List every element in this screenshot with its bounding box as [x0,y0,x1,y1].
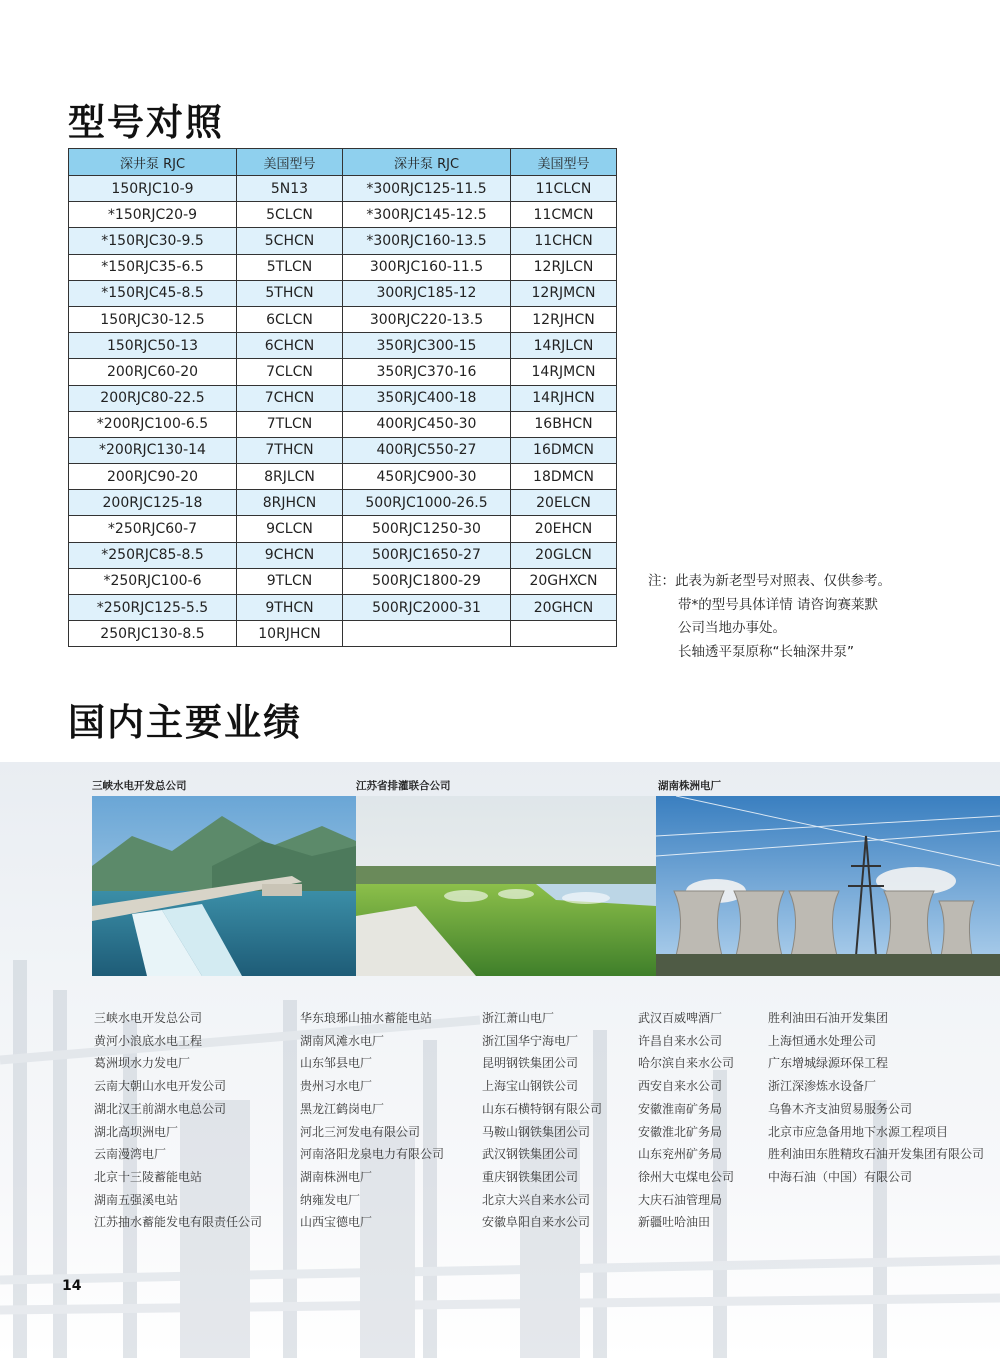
list-item: 葛洲坝水力发电厂 [94,1056,191,1071]
table-row [69,228,617,254]
table-cell: 18DMCN [511,464,617,490]
table-note [648,570,891,664]
table-cell: *250RJC100-6 [69,568,237,594]
table-cell: *200RJC100-6.5 [69,411,237,437]
header-us-model: 美国型号 [511,149,617,176]
table-cell: 7THCN [237,437,343,463]
table-cell: 12RJLCN [511,254,617,280]
table-cell: 500RJC1800-29 [343,568,511,594]
reference-list [768,1007,984,1189]
table-cell: 300RJC185-12 [343,280,511,306]
table-cell: 350RJC400-18 [343,385,511,411]
table-cell: 11CHCN [511,228,617,254]
list-item: 贵州习水电厂 [300,1079,373,1094]
reference-list [94,1007,262,1234]
list-item: 胜利油田石油开发集团 [768,1011,889,1025]
power-plant-photo [656,796,1000,976]
table-cell: *300RJC125-11.5 [343,176,511,202]
table-cell: 400RJC550-27 [343,437,511,463]
list-item: 北京市应急备用地下水源工程项目 [768,1124,949,1139]
table-cell: 20GHXCN [511,568,617,594]
list-item: 河南洛阳龙泉电力有限公司 [300,1147,445,1162]
list-item: 纳雍发电厂 [300,1192,361,1207]
list-item: 云南漫湾电厂 [94,1147,167,1162]
table-cell: 500RJC1250-30 [343,516,511,542]
table-cell: 20EHCN [511,516,617,542]
table-row [69,411,617,437]
photo-caption: 湖南株洲电厂 [658,780,721,792]
table-cell: 9CHCN [237,542,343,568]
note-line: 注：此表为新老型号对照表、仅供参考。 [648,573,891,589]
three-gorges-dam-photo [92,796,356,976]
table-row [69,254,617,280]
table-cell: 7CHCN [237,385,343,411]
table-row [69,464,617,490]
table-cell: 5N13 [237,176,343,202]
table-cell: 11CMCN [511,202,617,228]
list-item: 上海恒通水处理公司 [768,1033,877,1048]
table-cell: 16BHCN [511,411,617,437]
table-row [69,437,617,463]
table-row [69,333,617,359]
list-item: 许昌自来水公司 [638,1033,723,1048]
list-item: 山西宝德电厂 [300,1215,373,1230]
list-item: 湖北高坝洲电厂 [94,1124,179,1139]
table-row [69,621,617,647]
table-cell: *150RJC45-8.5 [69,280,237,306]
list-item: 浙江深渗炼水设备厂 [768,1079,877,1094]
list-item: 马鞍山钢铁集团公司 [482,1124,591,1139]
list-item: 河北三河发电有限公司 [300,1124,421,1139]
reference-list [300,1007,444,1234]
table-cell: 20GLCN [511,542,617,568]
list-item: 上海宝山钢铁公司 [482,1079,579,1094]
list-item: 北京十三陵蓄能电站 [94,1169,203,1184]
table-cell: 200RJC125-18 [69,490,237,516]
table-row [69,595,617,621]
table-cell: 350RJC300-15 [343,333,511,359]
table-row [69,516,617,542]
table-cell: 150RJC30-12.5 [69,306,237,332]
table-cell: 5CHCN [237,228,343,254]
table-cell: 5THCN [237,280,343,306]
photo-caption: 江苏省排灌联合公司 [356,780,451,792]
list-item: 徐州大屯煤电公司 [638,1169,735,1184]
table-cell: 500RJC1650-27 [343,542,511,568]
table-row [69,306,617,332]
table-cell: 450RJC900-30 [343,464,511,490]
header-rjc: 深井泵 RJC [343,149,511,176]
table-cell: *250RJC125-5.5 [69,595,237,621]
list-item: 湖北汉王前湖水电总公司 [94,1101,227,1116]
list-item: 武汉钢铁集团公司 [482,1147,579,1162]
photo-caption: 三峡水电开发总公司 [92,780,187,792]
table-cell: 16DMCN [511,437,617,463]
table-cell: *150RJC35-6.5 [69,254,237,280]
table-cell: 14RJHCN [511,385,617,411]
table-cell: 250RJC130-8.5 [69,621,237,647]
list-item: 安徽淮北矿务局 [638,1124,723,1139]
list-item: 安徽阜阳自来水公司 [482,1215,591,1230]
list-item: 乌鲁木齐支油贸易服务公司 [768,1101,913,1116]
table-cell: 12RJMCN [511,280,617,306]
list-item: 哈尔滨自来水公司 [638,1056,735,1071]
list-item: 黄河小浪底水电工程 [94,1033,203,1048]
table-cell: 500RJC2000-31 [343,595,511,621]
table-cell: 6CLCN [237,306,343,332]
list-item: 湖南五强溪电站 [94,1192,179,1207]
list-item: 武汉百威啤酒厂 [638,1011,723,1025]
table-cell: *200RJC130-14 [69,437,237,463]
table-cell [343,621,511,647]
table-cell: 9TLCN [237,568,343,594]
table-row [69,176,617,202]
table-cell: 8RJLCN [237,464,343,490]
table-cell: 300RJC220-13.5 [343,306,511,332]
table-row [69,568,617,594]
table-cell: 11CLCN [511,176,617,202]
note-line: 长轴透平泵原称“长轴深井泵” [678,643,854,660]
table-cell: 7TLCN [237,411,343,437]
list-item: 华东琅琊山抽水蓄能电站 [300,1011,433,1025]
table-cell: 200RJC60-20 [69,359,237,385]
table-cell: 9THCN [237,595,343,621]
list-item: 昆明钢铁集团公司 [482,1056,579,1071]
table-row [69,385,617,411]
note-line: 公司当地办事处。 [678,620,786,636]
reference-list [482,1007,602,1234]
list-item: 江苏抽水蓄能发电有限责任公司 [94,1215,263,1230]
references-title: 国内主要业绩 [68,701,302,744]
list-item: 新疆吐哈油田 [638,1215,711,1230]
table-cell: 9CLCN [237,516,343,542]
table-cell: 350RJC370-16 [343,359,511,385]
table-cell [511,621,617,647]
table-row [69,542,617,568]
table-cell: 5TLCN [237,254,343,280]
list-item: 安徽淮南矿务局 [638,1101,723,1116]
list-item: 山东石横特钢有限公司 [482,1101,603,1116]
list-item: 云南大朝山水电开发公司 [94,1079,227,1094]
table-cell: 200RJC90-20 [69,464,237,490]
list-item: 西安自来水公司 [638,1079,723,1094]
note-line: 带*的型号具体详情 请咨询赛莱默 [678,596,879,613]
table-row [69,359,617,385]
table-cell: 20ELCN [511,490,617,516]
table-cell: *300RJC145-12.5 [343,202,511,228]
table-cell: 7CLCN [237,359,343,385]
list-item: 中海石油（中国）有限公司 [768,1169,913,1184]
table-cell: 20GHCN [511,595,617,621]
table-cell: 200RJC80-22.5 [69,385,237,411]
table-row [69,280,617,306]
table-cell: 6CHCN [237,333,343,359]
table-row [69,202,617,228]
model-comparison-title: 型号对照 [68,101,224,144]
table-cell: 400RJC450-30 [343,411,511,437]
list-item: 湖南株洲电厂 [300,1169,373,1184]
table-cell: 12RJHCN [511,306,617,332]
table-cell: 5CLCN [237,202,343,228]
list-item: 胜利油田东胜精玫石油开发集团有限公司 [768,1147,985,1162]
list-item: 浙江国华宁海电厂 [482,1033,579,1048]
list-item: 湖南风滩水电厂 [300,1033,385,1048]
reference-list [638,1007,734,1234]
table-cell: 14RJMCN [511,359,617,385]
table-cell: *300RJC160-13.5 [343,228,511,254]
header-rjc: 深井泵 RJC [69,149,237,176]
table-row [69,490,617,516]
list-item: 三峡水电开发总公司 [94,1011,203,1025]
list-item: 山东兖州矿务局 [638,1147,723,1162]
list-item: 山东邹县电厂 [300,1056,373,1071]
model-comparison-table [68,148,617,647]
list-item: 重庆钢铁集团公司 [482,1169,579,1184]
irrigation-field-photo [356,796,656,976]
list-item: 浙江萧山电厂 [482,1011,555,1025]
table-cell: *150RJC30-9.5 [69,228,237,254]
table-cell: 500RJC1000-26.5 [343,490,511,516]
table-cell: 8RJHCN [237,490,343,516]
table-cell: *250RJC60-7 [69,516,237,542]
table-cell: 14RJLCN [511,333,617,359]
table-cell: 150RJC50-13 [69,333,237,359]
table-cell: 300RJC160-11.5 [343,254,511,280]
page-number: 14 [62,1278,82,1294]
list-item: 黑龙江鹤岗电厂 [300,1101,385,1116]
table-cell: *250RJC85-8.5 [69,542,237,568]
header-us-model: 美国型号 [237,149,343,176]
table-cell: 10RJHCN [237,621,343,647]
list-item: 北京大兴自来水公司 [482,1192,591,1207]
table-cell: 150RJC10-9 [69,176,237,202]
table-cell: *150RJC20-9 [69,202,237,228]
list-item: 广东增城绿源环保工程 [768,1056,889,1071]
table-header-row [69,149,617,176]
list-item: 大庆石油管理局 [638,1192,723,1207]
